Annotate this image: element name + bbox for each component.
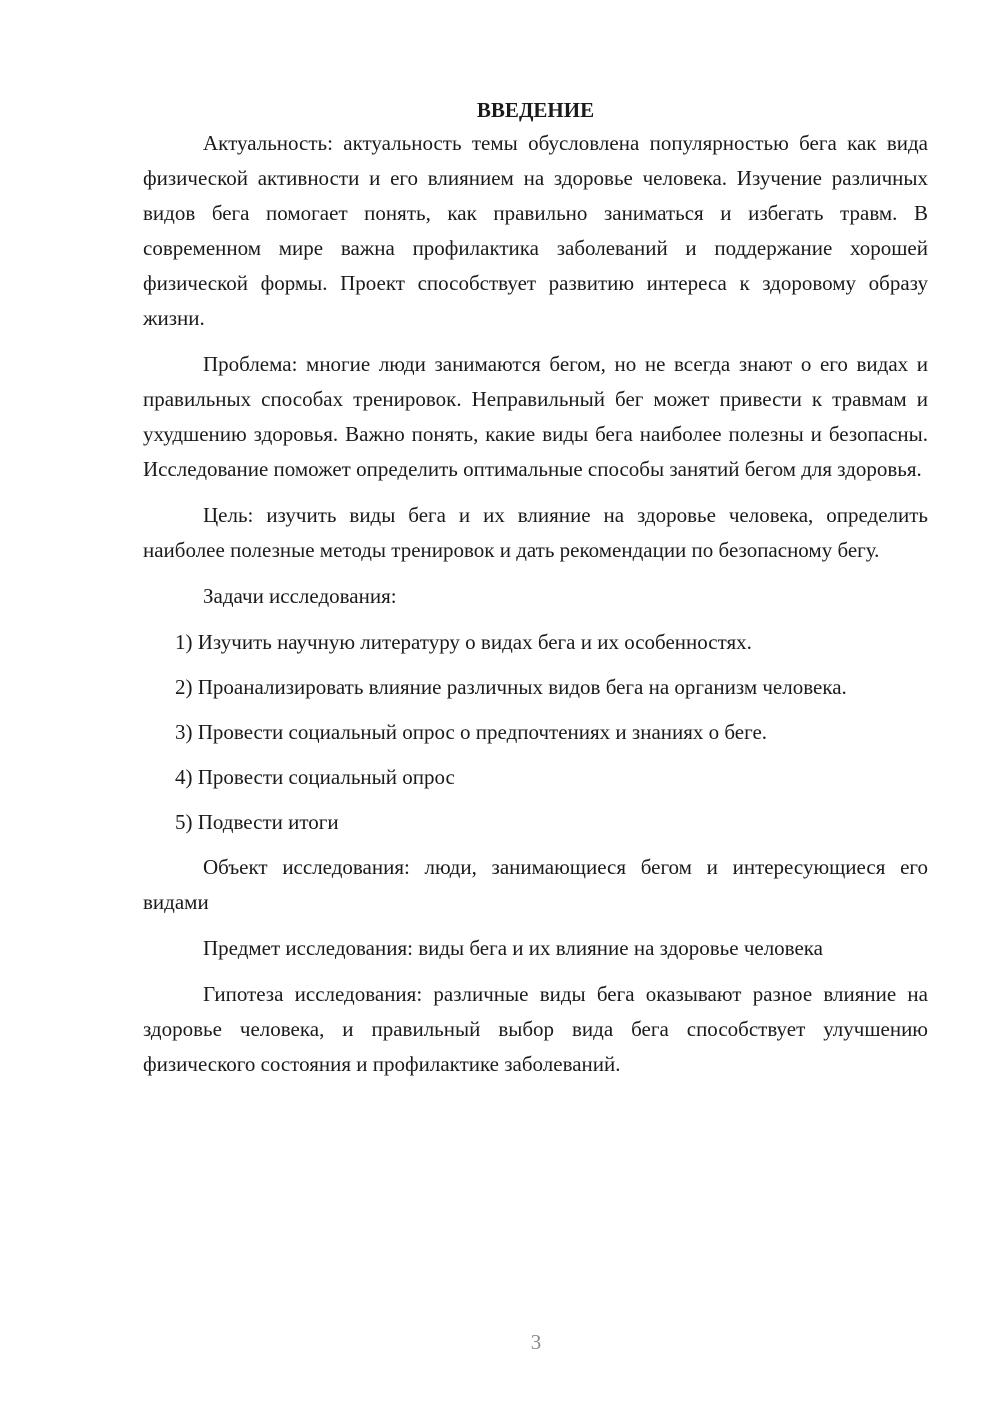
task-item-5: 5) Подвести итоги (175, 810, 339, 834)
task-item-4: 4) Провести социальный опрос (175, 765, 455, 789)
paragraph-subject: Предмет исследования: виды бега и их влияние на здоровье человека (203, 936, 824, 960)
task-item-2: 2) Проанализировать влияние различных видов бега на организм человека. (175, 675, 847, 699)
page-content (143, 93, 928, 1093)
section-heading: ВВЕДЕНИЕ (476, 98, 595, 122)
paragraph-hypothesis: Гипотеза исследования: различные виды бега оказывают разное влияние на здоровье человека, и правильный выбор вида бега способствует улучшению физического состояния и профилактике заболеваний. (143, 982, 928, 1076)
paragraph-problem: Проблема: многие люди занимаются бегом, но не всегда знают о его видах и правильных способах тренировок. Неправильный бег может привести к травмам и ухудшению здоровья. Важно понять, какие виды бега наиболее полезны и безопасны. Исследование поможет определить оптимальные способы занятий бегом для здоровья. (143, 352, 928, 481)
paragraph-relevance: Актуальность: актуальность темы обусловлена популярностью бега как вида физической активности и его влиянием на здоровье человека. Изучение различных видов бега помогает понять, как правильно заниматься и избегать травм. В современном мире важна профилактика заболеваний и поддержание хорошей физической формы. Проект способствует развитию интереса к здоровому образу жизни. (143, 131, 928, 330)
paragraph-object: Объект исследования: люди, занимающиеся бегом и интересующиеся его видами (143, 855, 928, 914)
page-number: 3 (530, 1330, 542, 1354)
paragraph-goal: Цель: изучить виды бега и их влияние на здоровье человека, определить наиболее полезные методы тренировок и дать рекомендации по безопасному бегу. (143, 503, 928, 562)
task-item-1: 1) Изучить научную литературу о видах бега и их особенностях. (175, 630, 752, 654)
tasks-title: Задачи исследования: (203, 584, 397, 608)
task-item-3: 3) Провести социальный опрос о предпочтениях и знаниях о беге. (175, 720, 768, 744)
